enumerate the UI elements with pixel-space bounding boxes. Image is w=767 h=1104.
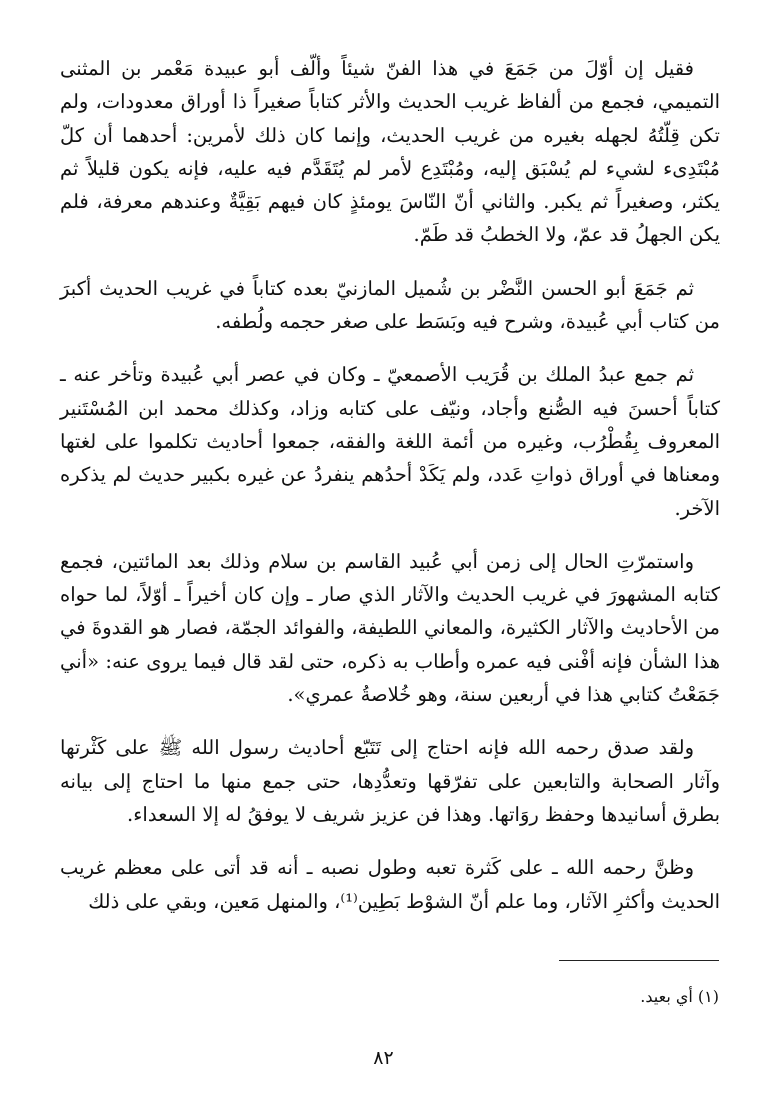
paragraph: فقيل إن أوّلَ من جَمَعَ في هذا الفنّ شيئاً وألّف أبو عبيدة مَعْمر بن المثنى التميمي، فجمع من ألفاظ غريب الحديث والأثر كتاباً صغيراً ذا أوراق معدودات، ولم تكن قِلّتُهُ لجهله بغيره من غريب الحديث، وإنما كان ذلك لأمرين: أحدهما أن كلّ مُبْتَدِىء لشيء لم يُسْبَق إليه، ومُبْتَدِع لأمر لم يُتَقَدَّم فيه عليه، فإنه يكون قليلاً ثم يكثر، وصغيراً ثم يكبر. والثاني أنّ النّاسَ يومئذٍ كان فيهم بَقِيَّةٌ وعندهم معرفة، فلم يكن الجهلُ قد عمّ، ولا الخطبُ قد طَمّ. xyxy=(60,57,720,247)
page-body xyxy=(60,52,720,938)
footnote: (١) أي بعيد. xyxy=(640,987,719,1006)
footnote-divider xyxy=(559,960,719,961)
page-number: ٨٢ xyxy=(373,1047,394,1069)
paragraph: ولقد صدق رحمه الله فإنه احتاج إلى تَتَبّع أحاديث رسول الله ﷺ على كَثْرتها وآثار الصحابة والتابعين على تفرّقها وتعدُّدِها، حتى جمع منها ما احتاج إلى بيانه بطرق أسانيدها وحفظ روَاتها. وهذا فن عزيز شريف لا يوفقُ له إلا السعداء. xyxy=(60,736,720,826)
paragraph: وظنَّ رحمه الله ـ على كَثرة تعبه وطول نصبه ـ أنه قد أتى على معظم غريب الحديث وأكثرِ الآثار، وما علم أنّ الشوْط بَطِين⁽¹⁾، والمنهل مَعين، وبقي على ذلك xyxy=(60,856,720,913)
paragraph: ثم جَمَعَ أبو الحسن النَّضْر بن شُميل المازنيّ بعده كتاباً في غريب الحديث أكبرَ من كتاب أبي عُبيدة، وشرح فيه وبَسَط على صغر حجمه ولُطفه. xyxy=(60,276,720,334)
paragraph: ثم جمع عبدُ الملك بن قُرَيب الأصمعيّ ـ وكان في عصر أبي عُبيدة وتأخر عنه ـ كتاباً أحسنَ فيه الصُّنع وأجاد، ونيّف على كتابه وزاد، وكذلك محمد ابن المُسْتَنير المعروف بِقُطْرُب، وغيره من أئمة اللغة والفقه، جمعوا أحاديث تكلموا على لغتها ومعناها في أوراق ذواتِ عَدد، ولم يَكَدْ أحدُهم ينفردُ عن غيره بكبير حديث لم يذكره الآخر. xyxy=(60,363,720,520)
paragraph: واستمرّتِ الحال إلى زمن أبي عُبيد القاسم بن سلام وذلك بعد المائتين، فجمع كتابه المشهورَ في غريب الحديث والآثار الذي صار ـ وإن كان أخيراً ـ أوّلاً، لما حواه من الأحاديث والآثار الكثيرة، والمعاني اللطيفة، والفوائد الجمّة، فصار هو القدوةَ في هذا الشأن فإنه أفْنى فيه عمره وأطاب به ذكره، حتى لقد قال فيما يروى عنه: «أني جَمَعْتُ كتابي هذا في أربعين سنة، وهو خُلاصةُ عمري». xyxy=(60,549,720,707)
